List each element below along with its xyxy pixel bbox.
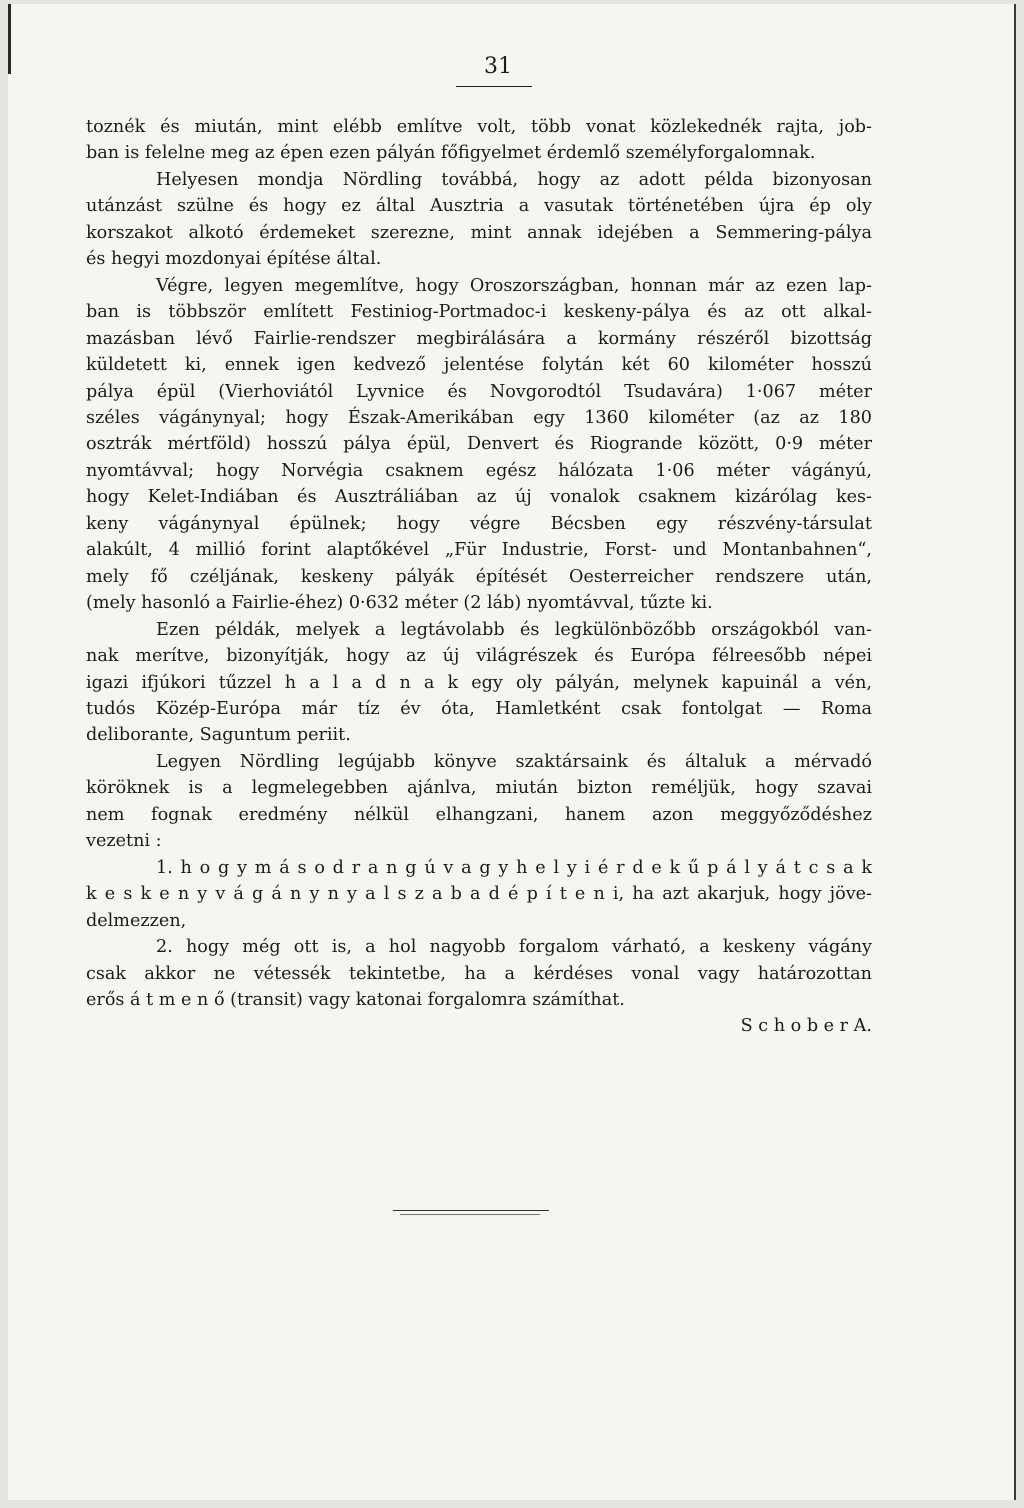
text-line: Végre, legyen megemlítve, hogy Oroszországban, honnan már az ezen lap- <box>156 275 872 296</box>
text-line: tudós Közép-Európa már tíz év óta, Hamletként csak fontolgat — Roma <box>86 698 872 719</box>
text-line: nem fognak eredmény nélkül elhangzani, hanem azon meggyőződéshez <box>86 804 872 825</box>
text-line: k e s k e n y v á g á n y n y a l s z a b a d é p í t e n i, ha azt akarjuk, hogy jöve- <box>86 884 872 905</box>
text-line: vezetni : <box>86 831 162 852</box>
text-line: Legyen Nördling legújabb könyve szaktársaink és általuk a mérvadó <box>156 751 872 772</box>
text-line: osztrák mértföld) hosszú pálya épül, Denvert és Riogrande között, 0·9 méter <box>86 434 872 455</box>
text-line: igazi ifjúkori tűzzel h a l a d n a k egy oly pályán, melynek kapuinál a vén, <box>86 672 872 693</box>
text-line: széles vágánynyal; hogy Észak-Amerikában egy 1360 kilométer (az az 180 <box>86 407 872 428</box>
end-rule-secondary <box>400 1214 540 1215</box>
text-line: nyomtávval; hogy Norvégia csaknem egész hálózata 1·06 méter vágányú, <box>86 460 872 481</box>
text-line: köröknek is a legmelegebben ajánlva, miután bizton reméljük, hogy szavai <box>86 778 872 799</box>
document-page <box>8 4 1016 1500</box>
text-line: deliborante, Saguntum periit. <box>86 725 351 746</box>
text-line: keny vágánynyal épülnek; hogy végre Bécsben egy részvény-társulat <box>86 513 872 534</box>
text-line: delmezzen, <box>86 910 187 931</box>
text-line: alakúlt, 4 millió forint alaptőkével „Für Industrie, Forst- und Montanbahnen“, <box>86 540 872 561</box>
page-edge-shadow <box>8 4 11 74</box>
page-number-rule <box>456 86 532 87</box>
text-line: mely fő czéljának, keskeny pályák építését Oesterreicher rendszere után, <box>86 566 872 587</box>
text-line: nak merítve, bizonyítják, hogy az új világrészek és Európa félreesőbb népei <box>86 646 872 667</box>
text-line: ban is felelne meg az épen ezen pályán főfigyelmet érdemlő személyforgalomnak. <box>86 143 816 164</box>
signature: S c h o b e r A. <box>740 1016 872 1037</box>
text-line: korszakot alkotó érdemeket szerezne, mint annak idejében a Semmering-pálya <box>86 222 872 243</box>
text-line: 2. hogy még ott is, a hol nagyobb forgalom várható, a keskeny vágány <box>156 937 872 958</box>
text-line: és hegyi mozdonyai építése által. <box>86 249 382 270</box>
text-line: toznék és miután, mint elébb említve volt, több vonat közlekednék rajta, job- <box>86 117 872 137</box>
text-line: erős á t m e n ő (transit) vagy katonai forgalomra számíthat. <box>86 989 625 1010</box>
text-line: pálya épül (Vierhoviától Lyvnice és Novgorodtól Tsudavára) 1·067 méter <box>86 381 872 402</box>
text-line: mazásban lévő Fairlie-rendszer megbirálására a kormány részéről bizottság <box>86 328 872 349</box>
text-line: hogy Kelet-Indiában és Ausztráliában az új vonalok csaknem kizárólag kes- <box>86 487 872 508</box>
text-line: utánzást szülne és hogy ez által Ausztria a vasutak történetében újra ép oly <box>86 196 872 217</box>
page-number: 31 <box>484 54 512 79</box>
text-line: küldetett ki, ennek igen kedvező jelentése folytán két 60 kilométer hosszú <box>86 355 872 376</box>
text-line: 1. h o g y m á s o d r a n g ú v a g y h e l y i é r d e k ű p á l y á t c s a k <box>156 857 872 878</box>
end-rule <box>393 1210 549 1211</box>
text-line: ban is többször említett Festiniog-Portmadoc-i keskeny-pálya és az ott alkal- <box>86 302 872 323</box>
body-text <box>86 114 872 1040</box>
text-line: Helyesen mondja Nördling továbbá, hogy az adott példa bizonyosan <box>156 169 872 190</box>
text-line: Ezen példák, melyek a legtávolabb és legkülönbözőbb országokból van- <box>156 619 872 640</box>
text-line: csak akkor ne vétessék tekintetbe, ha a kérdéses vonal vagy határozottan <box>86 963 872 984</box>
text-line: (mely hasonló a Fairlie-éhez) 0·632 méter (2 láb) nyomtávval, tűzte ki. <box>86 593 713 614</box>
